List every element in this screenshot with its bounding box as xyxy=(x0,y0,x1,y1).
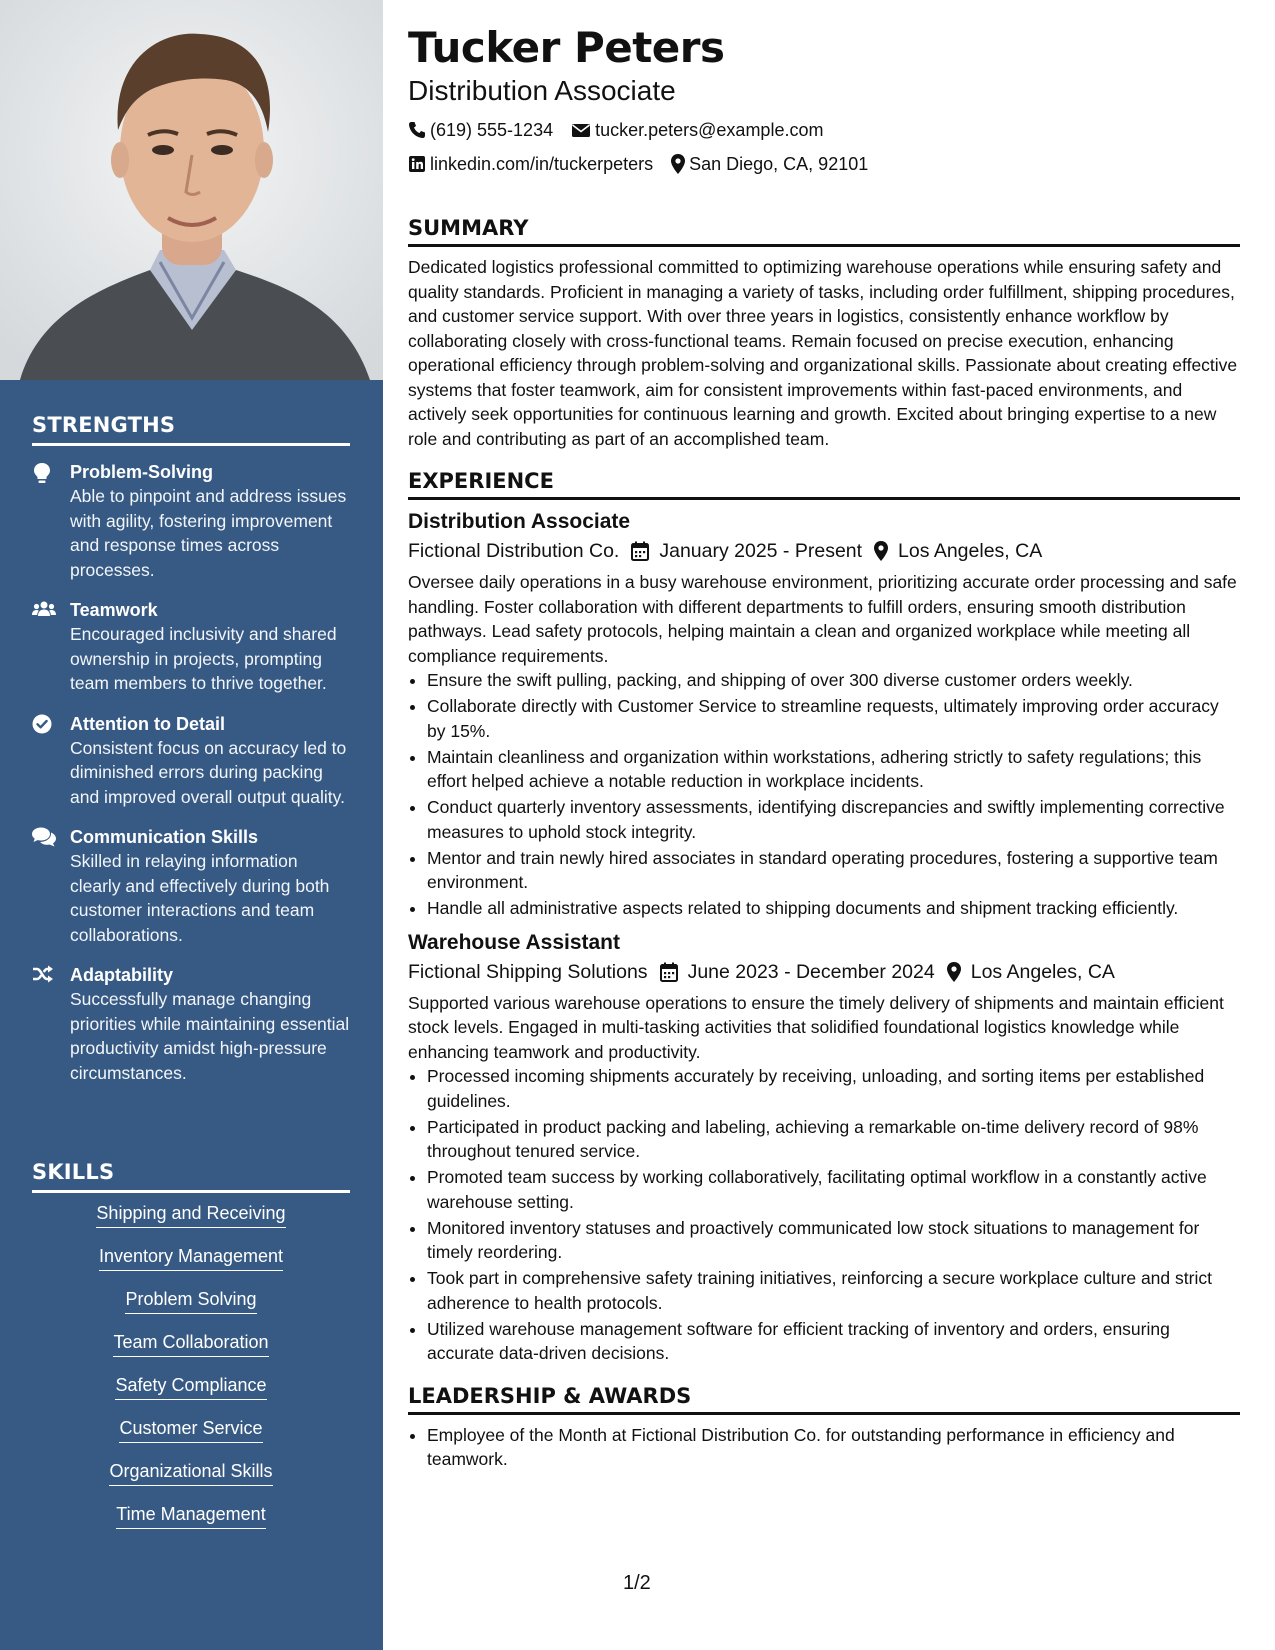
skill-item: Organizational Skills xyxy=(109,1458,272,1486)
strength-item xyxy=(32,598,352,696)
list-item: • Utilized warehouse management software for efficient tracking of inventory and orders, ensuring accurate data-driven decisions. xyxy=(427,1317,1240,1366)
location-contact xyxy=(671,148,868,180)
job-meta xyxy=(408,536,1240,566)
phone-text: (619) 555-1234 xyxy=(430,120,554,140)
skill-item: Inventory Management xyxy=(99,1243,283,1271)
job-entry xyxy=(408,508,1240,921)
job-description: Oversee daily operations in a busy warehouse environment, prioritizing accurate order processing and safe handling. Foster collaboration with different departments to fulfill orders, ensuring smooth distribution pathways. Lead safety protocols, helping maintain a clean and organized workplace while meeting all compliance requirements. xyxy=(408,572,1237,666)
location-text: San Diego, CA, 92101 xyxy=(689,154,869,174)
job-dates xyxy=(660,957,935,987)
strength-title: Attention to Detail xyxy=(70,713,225,734)
job-location-text: Los Angeles, CA xyxy=(970,960,1115,983)
list-item: • Monitored inventory statuses and proactively communicated low stock situations to management for timely reordering. xyxy=(427,1216,1240,1265)
experience-title: EXPERIENCE xyxy=(408,469,1240,500)
strength-item xyxy=(32,460,352,582)
map-pin-icon xyxy=(874,541,888,561)
linkedin-icon xyxy=(408,155,426,173)
skill-item: Shipping and Receiving xyxy=(96,1200,285,1228)
strength-desc: Encouraged inclusivity and shared ownership in projects, prompting team members to thrive together. xyxy=(70,624,337,693)
shuffle-icon xyxy=(32,963,70,1085)
strength-title: Teamwork xyxy=(70,600,158,620)
job-company: Fictional Distribution Co. xyxy=(408,540,620,562)
strength-title: Adaptability xyxy=(70,965,174,985)
list-item: • Processed incoming shipments accurately by receiving, unloading, and sorting items per established guidelines. xyxy=(427,1064,1240,1113)
skill-item: Team Collaboration xyxy=(113,1329,268,1357)
summary-title: SUMMARY xyxy=(408,216,1240,247)
strength-desc: Consistent focus on accuracy led to diminished errors during packing and improved overall output quality. xyxy=(70,737,347,807)
map-pin-icon xyxy=(947,962,961,982)
email-text: tucker.peters@example.com xyxy=(595,120,824,140)
strength-desc: Successfully manage changing priorities while maintaining essential productivity amidst high-pressure circumstances. xyxy=(70,989,350,1083)
map-pin-icon xyxy=(671,154,685,174)
job-meta xyxy=(408,957,1240,987)
strength-desc: Able to pinpoint and address issues with agility, fostering improvement and response times across processes. xyxy=(70,486,347,580)
job-title: Warehouse Assistant xyxy=(408,930,620,954)
skills-title: SKILLS xyxy=(32,1160,350,1193)
contact-row xyxy=(408,114,1240,146)
skill-item: Time Management xyxy=(116,1501,265,1529)
candidate-role: Distribution Associate xyxy=(408,75,676,106)
job-dates-text: January 2025 - Present xyxy=(659,540,863,562)
job-description: Supported various warehouse operations to ensure the timely delivery of shipments and maintain efficient stock levels. Engaged in multi-tasking activities that solidified foundational logistics knowledge while enhancing teamwork and productivity. xyxy=(408,992,1224,1062)
phone-contact[interactable] xyxy=(408,114,553,146)
check-circle-icon xyxy=(32,712,70,810)
envelope-icon xyxy=(571,122,591,138)
skills-list xyxy=(32,1200,350,1544)
list-item: • Mentor and train newly hired associates in standard operating procedures, fostering a supportive team environment. xyxy=(427,846,1240,895)
profile-photo xyxy=(0,0,383,380)
job-location xyxy=(947,957,1115,987)
awards-title: LEADERSHIP & AWARDS xyxy=(408,1384,1240,1415)
strength-item xyxy=(32,963,352,1085)
job-bullets xyxy=(408,668,1240,921)
job-bullets xyxy=(408,1064,1240,1366)
phone-icon xyxy=(408,121,426,139)
job-company: Fictional Shipping Solutions xyxy=(408,960,648,983)
list-item: • Handle all administrative aspects related to shipping documents and shipment tracking efficiently. xyxy=(427,896,1240,921)
skill-item: Customer Service xyxy=(119,1415,262,1443)
job-entry xyxy=(408,929,1240,1366)
list-item: • Promoted team success by working collaboratively, facilitating optimal workflow in a constantly active warehouse setting. xyxy=(427,1165,1240,1214)
email-contact[interactable] xyxy=(571,114,823,146)
list-item: • Took part in comprehensive safety training initiatives, reinforcing a secure workplace culture and strict adherence to health protocols. xyxy=(427,1266,1240,1315)
strengths-list xyxy=(32,460,352,1101)
calendar-icon xyxy=(660,962,678,982)
job-location-text: Los Angeles, CA xyxy=(898,540,1043,562)
list-item: • Ensure the swift pulling, packing, and shipping of over 300 diverse customer orders weekly. xyxy=(427,668,1240,693)
strength-title: Communication Skills xyxy=(70,827,259,847)
list-item: • Participated in product packing and labeling, achieving a remarkable on-time delivery record of 98% throughout tenured service. xyxy=(427,1115,1240,1164)
contact-row xyxy=(408,148,1240,180)
awards-list xyxy=(408,1423,1240,1472)
strength-desc: Skilled in relaying information clearly and effectively during both customer interactions and team collaborations. xyxy=(70,851,330,945)
lightbulb-icon xyxy=(32,460,70,582)
comments-icon xyxy=(32,825,70,947)
skill-item: Problem Solving xyxy=(125,1286,256,1314)
page-number: 1/2 xyxy=(623,1572,651,1594)
calendar-icon xyxy=(631,541,649,561)
job-location xyxy=(874,536,1042,566)
strengths-title: STRENGTHS xyxy=(32,413,350,446)
skill-item: Safety Compliance xyxy=(115,1372,266,1400)
list-item: • Maintain cleanliness and organization within workstations, adhering strictly to safety regulations; this effort helped achieve a notable reduction in workplace incidents. xyxy=(427,745,1240,794)
job-dates xyxy=(631,536,862,566)
job-dates-text: June 2023 - December 2024 xyxy=(687,960,935,983)
linkedin-contact[interactable] xyxy=(408,148,653,180)
sidebar xyxy=(0,0,383,1650)
list-item: • Collaborate directly with Customer Service to streamline requests, ultimately improving order accuracy by 15%. xyxy=(427,694,1240,743)
linkedin-text: linkedin.com/in/tuckerpeters xyxy=(430,154,654,174)
strength-title: Problem-Solving xyxy=(70,462,214,482)
strength-item xyxy=(32,712,352,810)
main-content xyxy=(408,22,1240,1473)
candidate-name: Tucker Peters xyxy=(408,23,725,72)
summary-text: Dedicated logistics professional committed to optimizing warehouse operations while ensuring safety and quality standards. Proficient in managing a variety of tasks, including order fulfillment, shipping procedures, and customer service support. With over three years in logistics, consistently enhance workflow by collaborating closely with cross-functional teams. Remain focused on precise execution, enhancing operational efficiency through problem-solving and organizational skills. Passionate about creating effective systems that foster teamwork, aim for consistent improvements within fast-paced environments, and actively seek opportunities for continuous learning and growth. Excited about bringing expertise to a new role and contributing as part of an accomplished team. xyxy=(408,257,1238,449)
users-icon xyxy=(32,598,70,696)
list-item: • Employee of the Month at Fictional Distribution Co. for outstanding performance in efficiency and teamwork. xyxy=(427,1423,1240,1472)
job-title: Distribution Associate xyxy=(408,510,631,533)
list-item: • Conduct quarterly inventory assessments, identifying discrepancies and swiftly implementing corrective measures to uphold stock integrity. xyxy=(427,795,1240,844)
strength-item xyxy=(32,825,352,947)
